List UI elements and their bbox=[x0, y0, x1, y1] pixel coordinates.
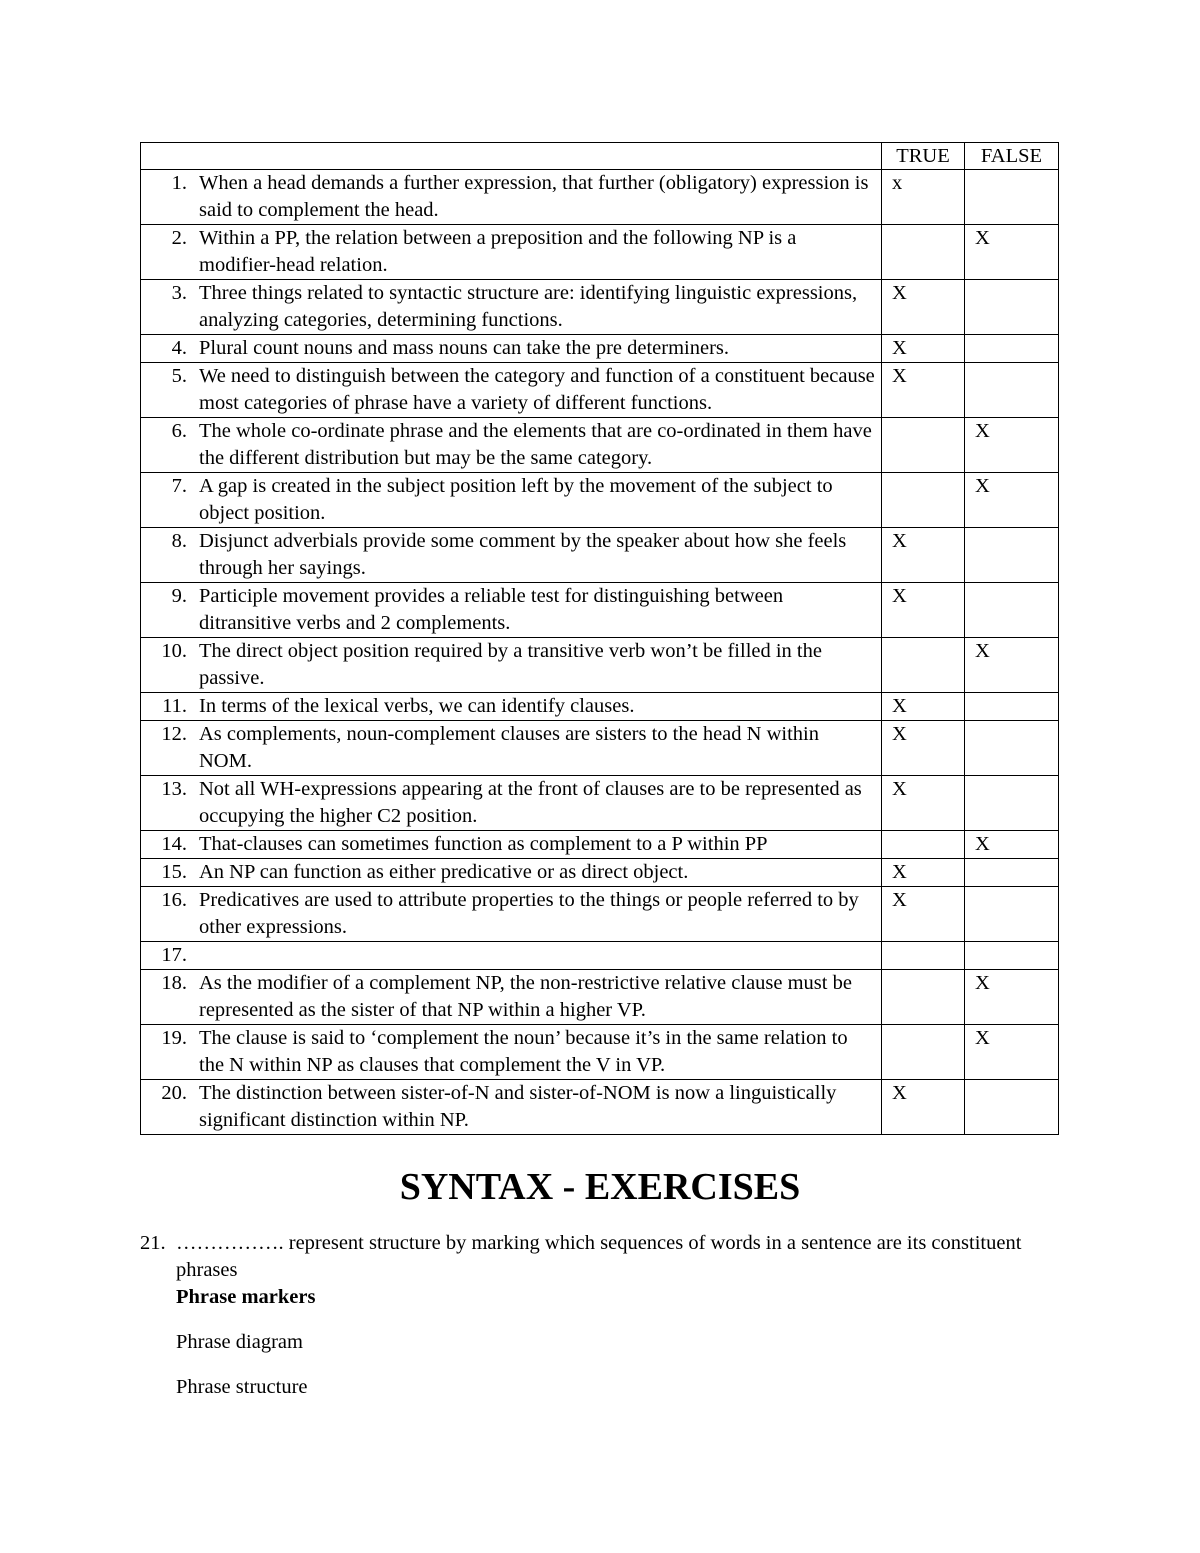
statement-number: 14. bbox=[161, 833, 187, 855]
header-false: FALSE bbox=[965, 143, 1059, 170]
number-gap bbox=[187, 280, 199, 334]
answer-option-correct: Phrase markers bbox=[176, 1286, 316, 1308]
false-mark-cell bbox=[965, 721, 1059, 776]
statement-item bbox=[141, 970, 875, 1024]
false-mark-cell bbox=[965, 1080, 1059, 1135]
statement-number: 9. bbox=[171, 585, 187, 607]
statement-text: The whole co-ordinate phrase and the elements that are co-ordinated in them have the different distribution but may be the same category. bbox=[199, 420, 872, 469]
statement-text: The direct object position required by a transitive verb won’t be filled in the passive. bbox=[199, 640, 822, 689]
statement-item bbox=[141, 528, 875, 582]
statement-cell bbox=[141, 170, 882, 225]
statement-item bbox=[141, 225, 875, 279]
question-text: ……………. represent structure by marking which sequences of words in a sentence are its constituent phrases bbox=[176, 1232, 1022, 1281]
page-title: SYNTAX - EXERCISES bbox=[399, 1166, 801, 1208]
statement-text bbox=[199, 942, 875, 969]
statement-item bbox=[141, 335, 875, 362]
true-mark-cell: X bbox=[882, 776, 965, 831]
number-gap bbox=[187, 942, 199, 969]
true-mark-cell bbox=[882, 831, 965, 859]
table-row bbox=[141, 280, 1059, 335]
table-row bbox=[141, 970, 1059, 1025]
table-body bbox=[141, 170, 1059, 1135]
false-mark-cell: X bbox=[965, 473, 1059, 528]
question-number: 21. bbox=[140, 1232, 166, 1254]
statement-item bbox=[141, 693, 875, 720]
question-21 bbox=[140, 1230, 1060, 1401]
table-row bbox=[141, 776, 1059, 831]
true-mark-cell bbox=[882, 638, 965, 693]
statement-item bbox=[141, 418, 875, 472]
statement-text: Within a PP, the relation between a preposition and the following NP is a modifier-head relation. bbox=[199, 227, 797, 276]
number-gap bbox=[187, 335, 199, 362]
statement-item bbox=[141, 721, 875, 775]
statement-cell bbox=[141, 528, 882, 583]
false-mark-cell: X bbox=[965, 831, 1059, 859]
statement-number: 1. bbox=[171, 172, 187, 194]
statement-number: 7. bbox=[171, 475, 187, 497]
header-statement-cell bbox=[141, 143, 882, 170]
statement-cell bbox=[141, 1025, 882, 1080]
true-mark-cell: X bbox=[882, 887, 965, 942]
statement-text: Disjunct adverbials provide some comment by the speaker about how she feels through her sayings. bbox=[199, 530, 847, 579]
table-row bbox=[141, 335, 1059, 363]
statement-item bbox=[141, 363, 875, 417]
statement-text: Plural count nouns and mass nouns can take the pre determiners. bbox=[199, 337, 730, 359]
table-row bbox=[141, 1080, 1059, 1135]
statement-number: 10. bbox=[161, 640, 187, 662]
number-gap bbox=[187, 970, 199, 1024]
statement-text: In terms of the lexical verbs, we can identify clauses. bbox=[199, 695, 635, 717]
true-mark-cell: X bbox=[882, 859, 965, 887]
statement-text: Not all WH-expressions appearing at the front of clauses are to be represented as occupying the higher C2 position. bbox=[199, 778, 862, 827]
statement-cell bbox=[141, 418, 882, 473]
statement-text: That-clauses can sometimes function as complement to a P within PP bbox=[199, 833, 768, 855]
table-row bbox=[141, 721, 1059, 776]
true-mark-cell: X bbox=[882, 528, 965, 583]
statement-cell bbox=[141, 942, 882, 970]
true-mark-cell bbox=[882, 970, 965, 1025]
number-gap bbox=[187, 859, 199, 886]
answer-options bbox=[176, 1284, 1060, 1401]
statement-item bbox=[141, 831, 875, 858]
table-row bbox=[141, 859, 1059, 887]
statement-number: 3. bbox=[171, 282, 187, 304]
statement-text: As complements, noun-complement clauses are sisters to the head N within NOM. bbox=[199, 723, 819, 772]
true-mark-cell bbox=[882, 225, 965, 280]
answer-option: Phrase structure bbox=[176, 1376, 308, 1398]
statement-number: 2. bbox=[171, 227, 187, 249]
false-mark-cell bbox=[965, 170, 1059, 225]
table-header-row bbox=[141, 143, 1059, 170]
true-mark-cell: X bbox=[882, 363, 965, 418]
false-mark-cell: X bbox=[965, 970, 1059, 1025]
number-gap bbox=[187, 528, 199, 582]
statement-text: Participle movement provides a reliable test for distinguishing between ditransitive verbs and 2 complements. bbox=[199, 585, 784, 634]
statement-cell bbox=[141, 693, 882, 721]
statement-cell bbox=[141, 280, 882, 335]
statement-item bbox=[141, 1025, 875, 1079]
statement-number: 16. bbox=[161, 889, 187, 911]
statement-cell bbox=[141, 776, 882, 831]
true-mark-cell bbox=[882, 942, 965, 970]
true-false-table bbox=[140, 142, 1059, 1135]
statement-number: 5. bbox=[171, 365, 187, 387]
table-row bbox=[141, 225, 1059, 280]
false-mark-cell bbox=[965, 528, 1059, 583]
true-mark-cell bbox=[882, 1025, 965, 1080]
false-mark-cell bbox=[965, 693, 1059, 721]
statement-text: Predicatives are used to attribute properties to the things or people referred to by other expressions. bbox=[199, 889, 859, 938]
false-mark-cell: X bbox=[965, 1025, 1059, 1080]
statement-cell bbox=[141, 225, 882, 280]
false-mark-cell bbox=[965, 363, 1059, 418]
statement-number: 13. bbox=[161, 778, 187, 800]
number-gap bbox=[187, 225, 199, 279]
table-row bbox=[141, 638, 1059, 693]
statement-number: 8. bbox=[171, 530, 187, 552]
statement-item bbox=[141, 942, 875, 969]
true-mark-cell bbox=[882, 473, 965, 528]
true-mark-cell: x bbox=[882, 170, 965, 225]
statement-text: The clause is said to ‘complement the noun’ because it’s in the same relation to the N within NP as clauses that complement the V in VP. bbox=[199, 1027, 848, 1076]
false-mark-cell bbox=[965, 335, 1059, 363]
false-mark-cell bbox=[965, 942, 1059, 970]
statement-cell bbox=[141, 583, 882, 638]
false-mark-cell: X bbox=[965, 638, 1059, 693]
number-gap bbox=[187, 638, 199, 692]
statement-item bbox=[141, 280, 875, 334]
statement-cell bbox=[141, 335, 882, 363]
statement-item bbox=[141, 638, 875, 692]
number-gap bbox=[187, 1080, 199, 1134]
true-mark-cell: X bbox=[882, 693, 965, 721]
false-mark-cell bbox=[965, 280, 1059, 335]
false-mark-cell: X bbox=[965, 418, 1059, 473]
statement-item bbox=[141, 887, 875, 941]
statement-number: 11. bbox=[162, 695, 187, 717]
statement-number: 4. bbox=[171, 337, 187, 359]
true-mark-cell: X bbox=[882, 583, 965, 638]
false-mark-cell bbox=[965, 859, 1059, 887]
number-gap bbox=[187, 887, 199, 941]
number-gap bbox=[187, 693, 199, 720]
number-gap bbox=[187, 831, 199, 858]
true-mark-cell: X bbox=[882, 280, 965, 335]
number-gap bbox=[187, 1025, 199, 1079]
statement-cell bbox=[141, 1080, 882, 1135]
statement-cell bbox=[141, 970, 882, 1025]
question-stem bbox=[140, 1230, 1060, 1284]
table-row bbox=[141, 942, 1059, 970]
number-gap bbox=[187, 170, 199, 224]
false-mark-cell bbox=[965, 583, 1059, 638]
statement-text: When a head demands a further expression, that further (obligatory) expression is said to complement the head. bbox=[199, 172, 869, 221]
false-mark-cell bbox=[965, 887, 1059, 942]
statement-item bbox=[141, 776, 875, 830]
statement-cell bbox=[141, 473, 882, 528]
header-true: TRUE bbox=[882, 143, 965, 170]
statement-text: As the modifier of a complement NP, the non-restrictive relative clause must be represented as the sister of that NP within a higher VP. bbox=[199, 972, 852, 1021]
statement-item bbox=[141, 859, 875, 886]
statement-cell bbox=[141, 831, 882, 859]
statement-number: 18. bbox=[161, 972, 187, 994]
table-row bbox=[141, 170, 1059, 225]
statement-cell bbox=[141, 638, 882, 693]
statement-cell bbox=[141, 363, 882, 418]
statement-item bbox=[141, 473, 875, 527]
statement-item bbox=[141, 1080, 875, 1134]
statement-cell bbox=[141, 887, 882, 942]
statement-number: 6. bbox=[171, 420, 187, 442]
true-mark-cell: X bbox=[882, 1080, 965, 1135]
table-row bbox=[141, 418, 1059, 473]
answer-option: Phrase diagram bbox=[176, 1331, 303, 1353]
statement-text: A gap is created in the subject position left by the movement of the subject to object position. bbox=[199, 475, 833, 524]
statement-number: 15. bbox=[161, 861, 187, 883]
table-row bbox=[141, 363, 1059, 418]
table-row bbox=[141, 693, 1059, 721]
true-mark-cell: X bbox=[882, 335, 965, 363]
statement-number: 19. bbox=[161, 1027, 187, 1049]
statement-text: We need to distinguish between the category and function of a constituent because most categories of phrase have a variety of different functions. bbox=[199, 365, 875, 414]
number-gap bbox=[187, 776, 199, 830]
statement-number: 20. bbox=[161, 1082, 187, 1104]
number-gap bbox=[187, 721, 199, 775]
table-row bbox=[141, 528, 1059, 583]
table-row bbox=[141, 831, 1059, 859]
number-gap bbox=[187, 363, 199, 417]
number-gap bbox=[187, 473, 199, 527]
false-mark-cell: X bbox=[965, 225, 1059, 280]
table-row bbox=[141, 473, 1059, 528]
statement-cell bbox=[141, 721, 882, 776]
number-gap bbox=[187, 583, 199, 637]
table-row bbox=[141, 1025, 1059, 1080]
table-row bbox=[141, 887, 1059, 942]
false-mark-cell bbox=[965, 776, 1059, 831]
number-gap bbox=[187, 418, 199, 472]
statement-item bbox=[141, 170, 875, 224]
statement-number: 17. bbox=[161, 944, 187, 966]
statement-item bbox=[141, 583, 875, 637]
statement-cell bbox=[141, 859, 882, 887]
true-mark-cell bbox=[882, 418, 965, 473]
table-row bbox=[141, 583, 1059, 638]
true-mark-cell: X bbox=[882, 721, 965, 776]
statement-number: 12. bbox=[161, 723, 187, 745]
statement-text: The distinction between sister-of-N and sister-of-NOM is now a linguistically significant distinction within NP. bbox=[199, 1082, 837, 1131]
statement-text: An NP can function as either predicative or as direct object. bbox=[199, 861, 689, 883]
statement-text: Three things related to syntactic structure are: identifying linguistic expressions, analyzing categories, determining functions. bbox=[199, 282, 858, 331]
